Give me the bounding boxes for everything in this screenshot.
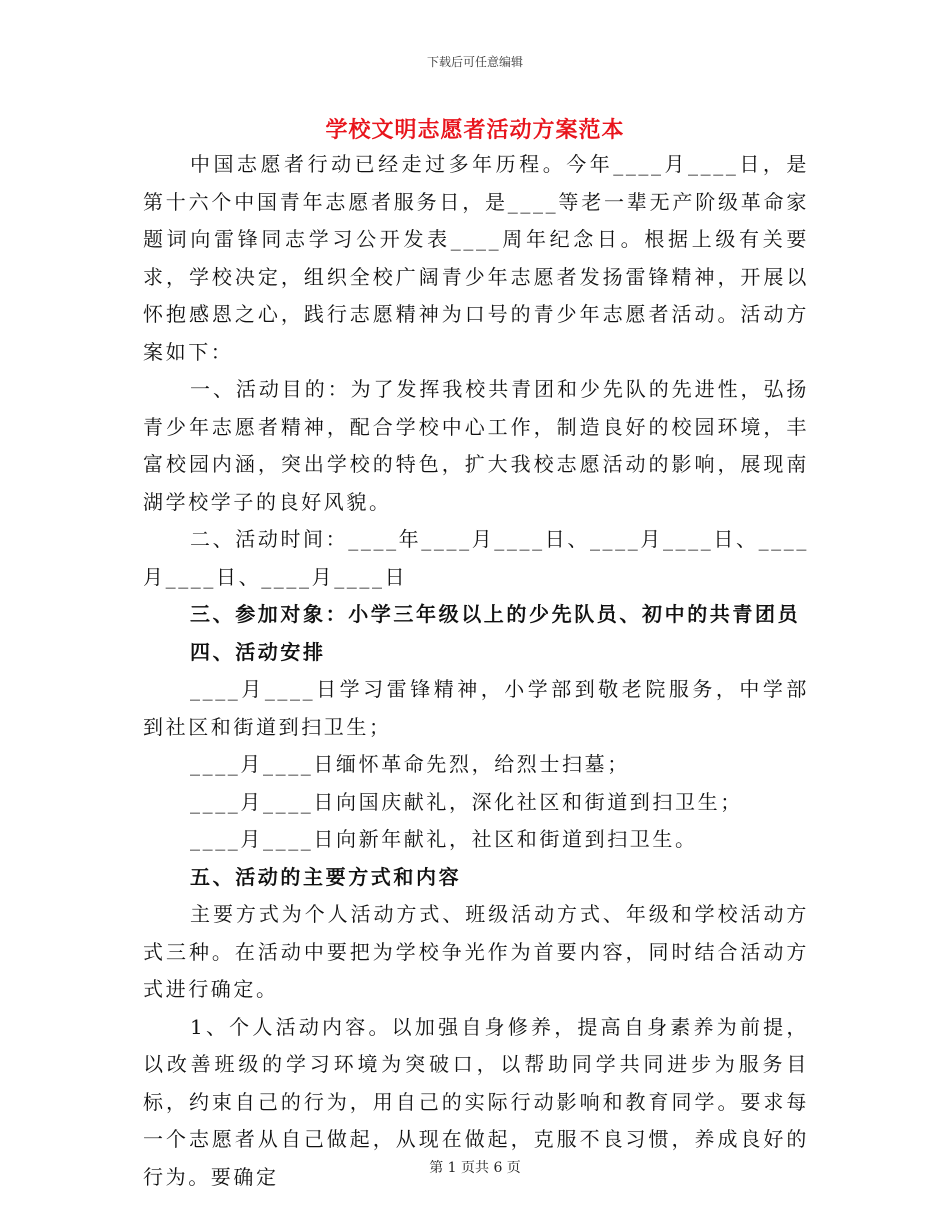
personal-activity-paragraph: 1、个人活动内容。以加强自身修养，提高自身素养为前提，以改善班级的学习环境为突破口，以帮助同学共同进步为服务目标，约束自己的行为，用自己的实际行动影响和教育同学。要求每一个志愿者从自己做起，从现在做起，克服不良习惯，养成良好的行为。要确定 [143, 1014, 809, 1189]
arrangement-item: ____月____日向新年献礼，社区和街道到扫卫生。 [190, 827, 698, 851]
page-number: 第 1 页共 6 页 [429, 1160, 521, 1176]
section-methods-heading: 五、活动的主要方式和内容 [190, 864, 462, 889]
section-arrangement-heading: 四、活动安排 [190, 639, 326, 664]
intro-paragraph: 中国志愿者行动已经走过多年历程。今年____月____日，是第十六个中国青年志愿者服务日，是____等老一辈无产阶级革命家题词向雷锋同志学习公开发表____周年纪念日。根据上级有关要求，学校决定，组织全校广阔青少年志愿者发扬雷锋精神，开展以怀抱感恩之心，践行志愿精神为口号的青少年志愿者活动。活动方案如下： [143, 152, 809, 364]
arrangement-item: ____月____日缅怀革命先烈，给烈士扫墓； [190, 752, 630, 776]
arrangement-item: ____月____日学习雷锋精神，小学部到敬老院服务，中学部到社区和街道到扫卫生； [143, 677, 809, 739]
page-header-note: 下载后可任意编辑 [426, 55, 523, 69]
section-purpose: 一、活动目的：为了发挥我校共青团和少先队的先进性，弘扬青少年志愿者精神，配合学校中心工作，制造良好的校园环境，丰富校园内涵，突出学校的特色，扩大我校志愿活动的影响，展现南湖学校学子的良好风貌。 [143, 377, 809, 514]
section-time: 二、活动时间：____年____月____日、____月____日、____月____日、____月____日 [143, 527, 809, 589]
methods-paragraph: 主要方式为个人活动方式、班级活动方式、年级和学校活动方式三种。在活动中要把为学校争光作为首要内容，同时结合活动方式进行确定。 [143, 902, 809, 1001]
section-participants: 三、参加对象：小学三年级以上的少先队员、初中的共青团员 [190, 602, 801, 626]
document-title: 学校文明志愿者活动方案范本 [325, 117, 625, 143]
document-body [143, 146, 809, 1196]
arrangement-item: ____月____日向国庆献礼，深化社区和街道到扫卫生； [190, 789, 743, 814]
